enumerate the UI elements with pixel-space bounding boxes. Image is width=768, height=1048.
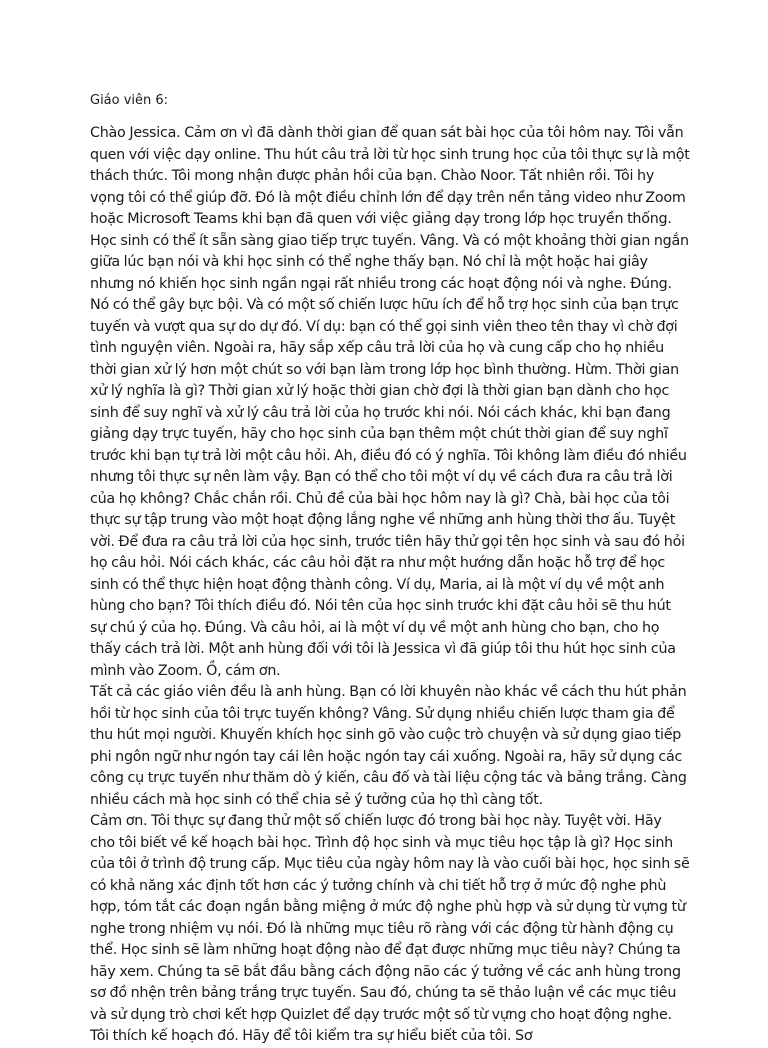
paragraph-2: Tất cả các giáo viên đều là anh hùng. Bạn có lời khuyên nào khác về cách thu hút phản hồi từ học sinh của tôi trực tuyến không? Vâng. Sử dụng nhiều chiến lược tham gia để thu hút mọi người. Khuyến khích học sinh gõ vào cuộc trò chuyện và sử dụng giao tiếp phi ngôn ngữ như ngón tay cái lên hoặc ngón tay cái xuống. Ngoài ra, hãy sử dụng các công cụ trực tuyến như thăm dò ý kiến, câu đố và tài liệu cộng tác và bảng trắng. Càng nhiều cách mà học sinh có thể chia sẻ ý tưởng của họ thì càng tốt. [90, 684, 687, 808]
document-page [90, 92, 690, 1048]
section-heading: Giáo viên 6: [90, 93, 169, 108]
paragraph-1: Chào Jessica. Cảm ơn vì đã dành thời gian để quan sát bài học của tôi hôm nay. Tôi vẫn quen với việc dạy online. Thu hút câu trả lời từ học sinh trung học của tôi thực sự là một thách thức. Tôi mong nhận được phản hồi của bạn. Chào Noor. Tất nhiên rồi. Tôi hy vọng tôi có thể giúp đỡ. Đó là một điều chỉnh lớn để dạy trên nền tảng video như Zoom hoặc Microsoft Teams khi bạn đã quen với việc giảng dạy trong lớp học truyền thống. Học sinh có thể ít sẵn sàng giao tiếp trực tuyến. Vâng. Và có một khoảng thời gian ngắn giữa lúc bạn nói và khi học sinh có thể nghe thấy bạn. Nó chỉ là một hoặc hai giây nhưng nó khiến học sinh ngần ngại rất nhiều trong các hoạt động nói và nghe. Đúng. Nó có thể gây bực bội. Và có một số chiến lược hữu ích để hỗ trợ học sinh của bạn trực tuyến và vượt qua sự do dự đó. Ví dụ: bạn có thể gọi sinh viên theo tên thay vì chờ đợi tình nguyện viên. Ngoài ra, hãy sắp xếp câu trả lời của họ và cung cấp cho họ nhiều thời gian xử lý hơn một chút so với bạn làm trong lớp học bình thường. Hừm. Thời gian xử lý nghĩa là gì? Thời gian xử lý hoặc thời gian chờ đợi là thời gian bạn dành cho học sinh để suy nghĩ và xử lý câu trả lời của họ trước khi nói. Nói cách khác, khi bạn đang giảng dạy trực tuyến, hãy cho học sinh của bạn thêm một chút thời gian để suy nghĩ trước khi bạn tự trả lời một câu hỏi. Ah, điều đó có ý nghĩa. Tôi không làm điều đó nhiều nhưng tôi thực sự nên làm vậy. Bạn có thể cho tôi một ví dụ về cách đưa ra câu trả lời của họ không? Chắc chắn rồi. Chủ đề của bài học hôm nay là gì? Chà, bài học của tôi thực sự tập trung vào một hoạt động lắng nghe về những anh hùng thời thơ ấu. Tuyệt vời. Để đưa ra câu trả lời của học sinh, trước tiên hãy thử gọi tên học sinh và sau đó hỏi họ câu hỏi. Nói cách khác, các câu hỏi đặt ra như một hướng dẫn hoặc hỗ trợ để học sinh có thể thực hiện hoạt động thành công. Ví dụ, Maria, ai là một ví dụ về một anh hùng cho bạn? Tôi thích điều đó. Nói tên của học sinh trước khi đặt câu hỏi sẽ thu hút sự chú ý của họ. Đúng. Và câu hỏi, ai là một ví dụ về một anh hùng cho bạn, cho họ thấy cách trả lời. Một anh hùng đối với tôi là Jessica vì đã giúp tôi thu hút học sinh của mình vào Zoom. Ồ, cám ơn. [90, 125, 690, 679]
paragraph-3: Cảm ơn. Tôi thực sự đang thử một số chiến lược đó trong bài học này. Tuyệt vời. Hãy cho tôi biết về kế hoạch bài học. Trình độ học sinh và mục tiêu học tập là gì? Học sinh của tôi ở trình độ trung cấp. Mục tiêu của ngày hôm nay là vào cuối bài học, học sinh sẽ có khả năng xác định tốt hơn các ý tưởng chính và chi tiết hỗ trợ ở mức độ nghe phù hợp, tóm tắt các đoạn ngắn bằng miệng ở mức độ nghe phù hợp và sử dụng từ vựng từ nghe trong nhiệm vụ nói. Đó là những mục tiêu rõ ràng với các động từ hành động cụ thể. Học sinh sẽ làm những hoạt động nào để đạt được những mục tiêu này? Chúng ta hãy xem. Chúng ta sẽ bắt đầu bằng cách động não các ý tưởng về các anh hùng trong sơ đồ nhện trên bảng trắng trực tuyến. Sau đó, chúng ta sẽ thảo luận về các mục tiêu và sử dụng trò chơi kết hợp Quizlet để dạy trước một số từ vựng cho hoạt động nghe. Tôi thích kế hoạch đó. Hãy để tôi kiểm tra sự hiểu biết của tôi. Sơ [90, 813, 690, 1044]
